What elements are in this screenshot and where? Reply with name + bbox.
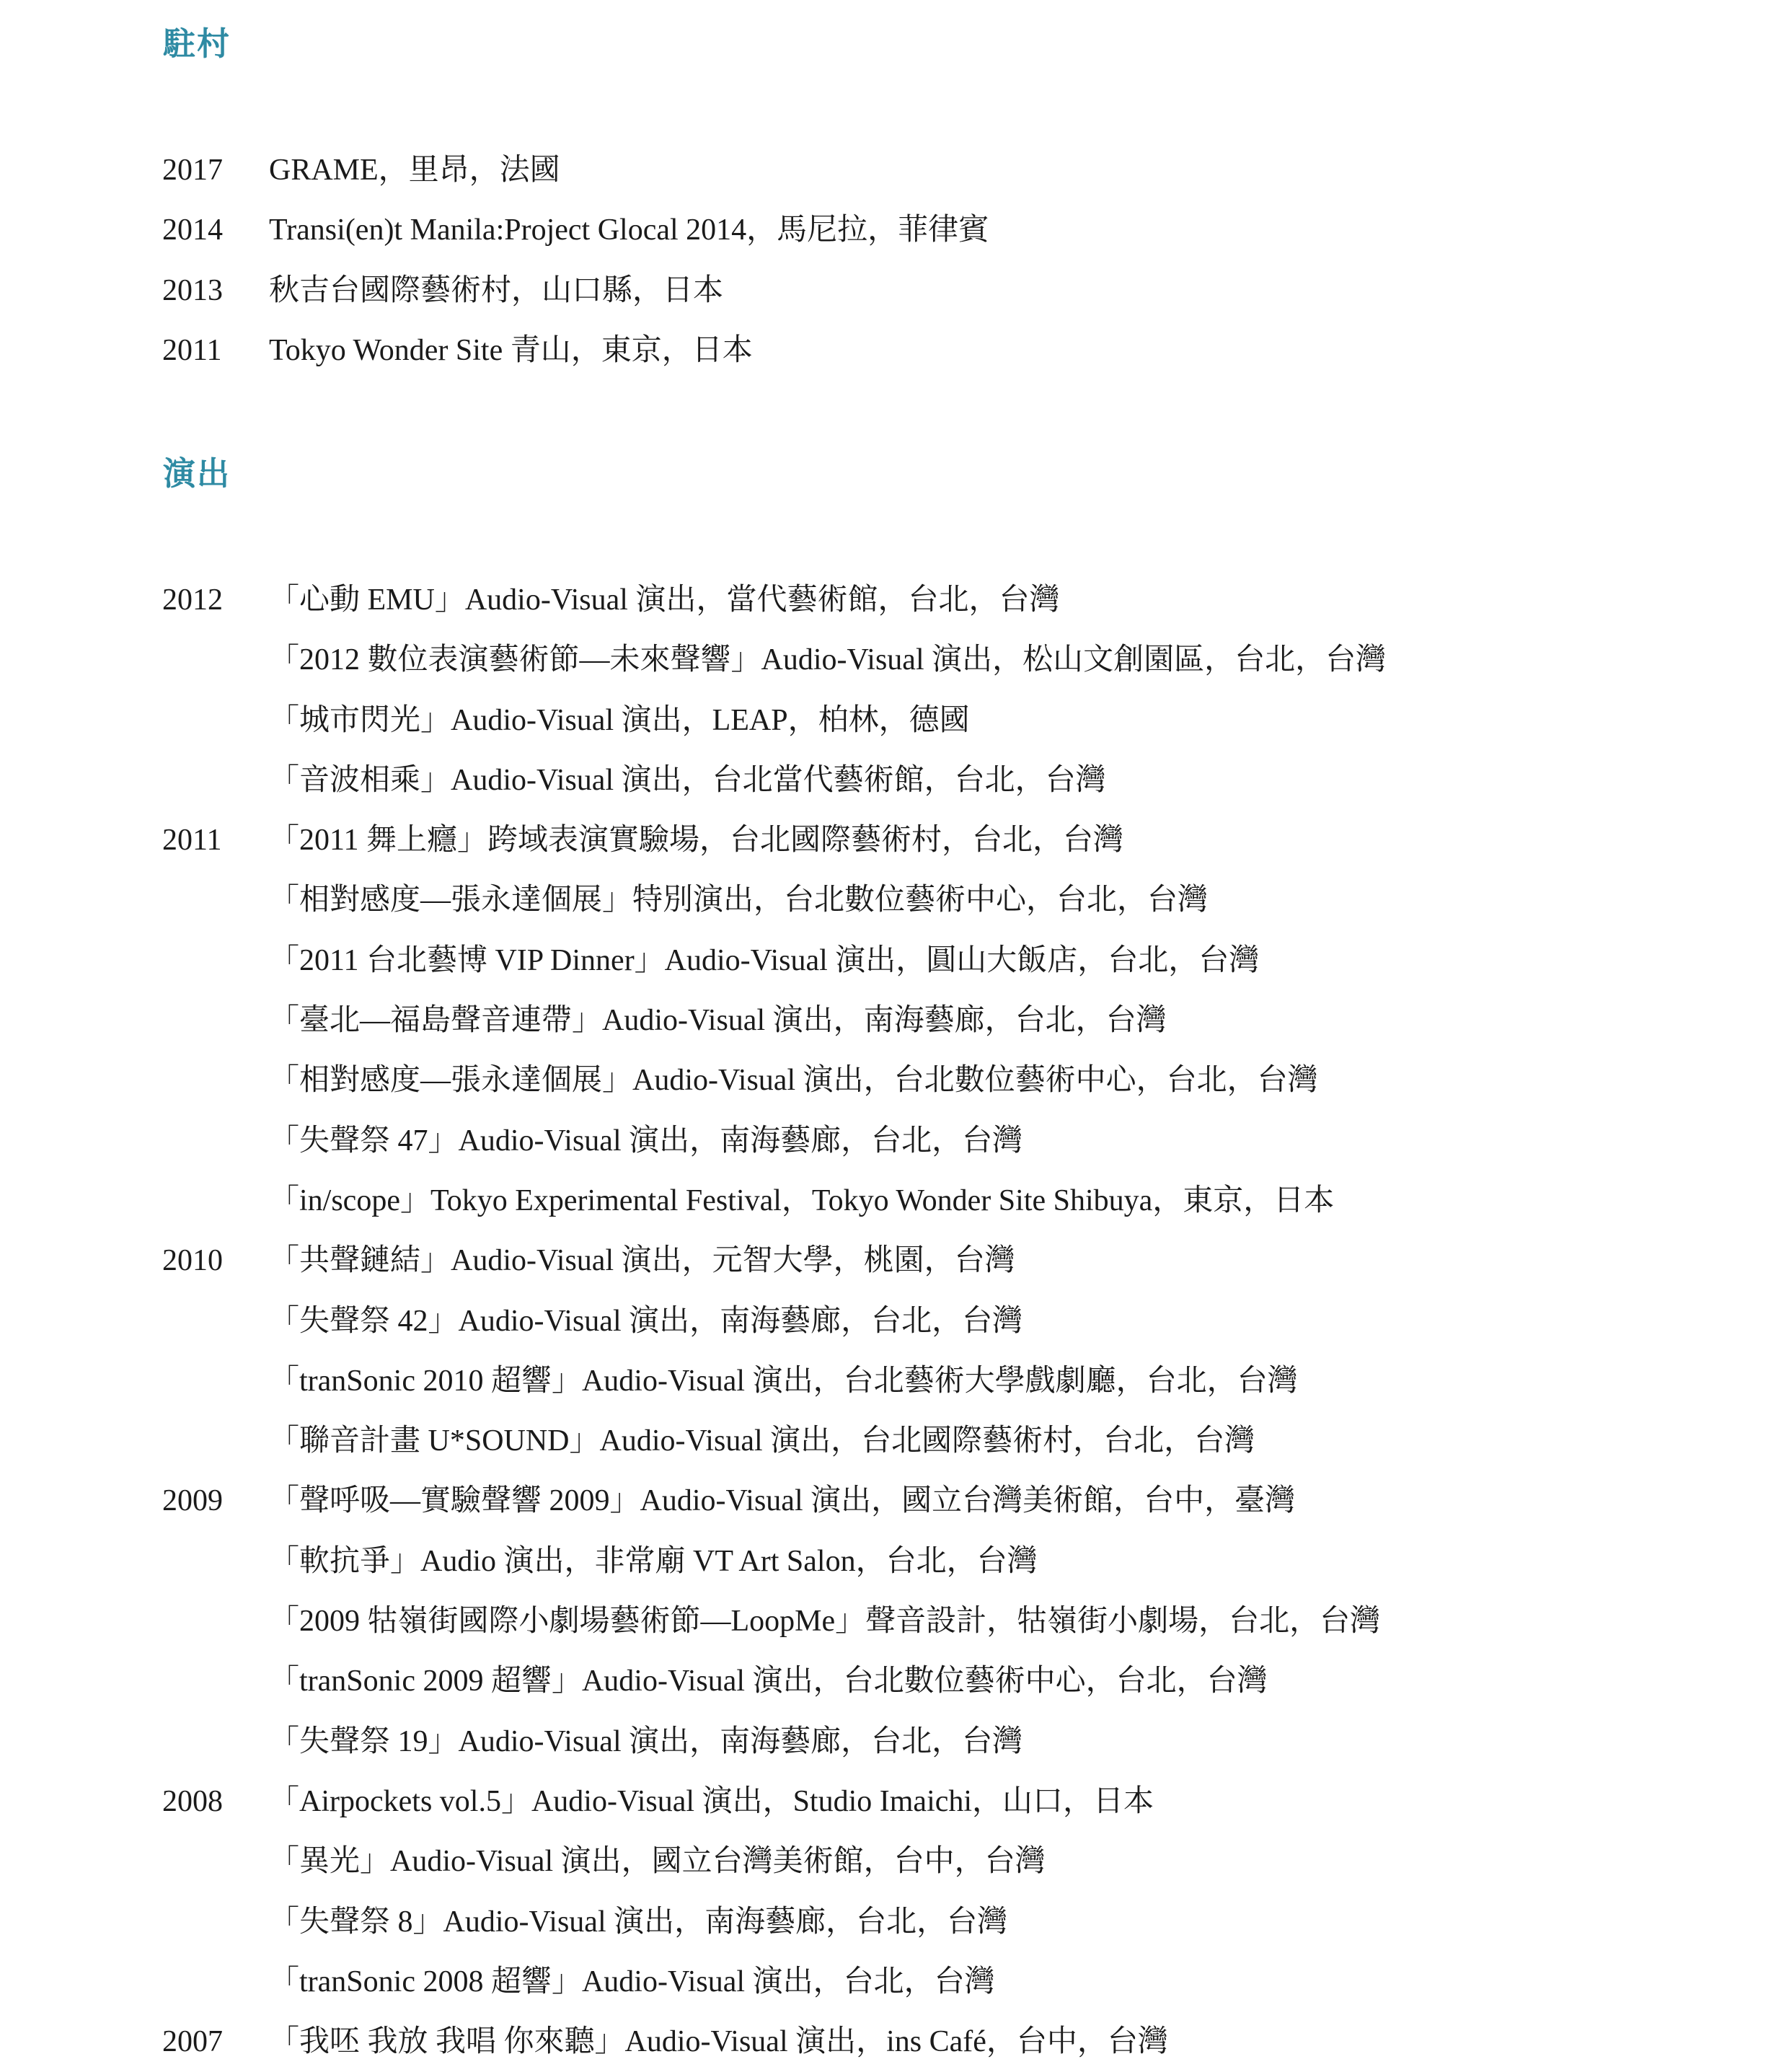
list-item	[0, 1292, 1789, 1352]
entry-text: 「城市閃光」Audio-Visual 演出，LEAP，柏林，德國	[269, 703, 970, 737]
list-item	[0, 141, 1789, 200]
section-heading-residency: 駐村	[163, 25, 231, 63]
list-item	[0, 1592, 1789, 1652]
entry-text: 「相對感度—張永達個展」Audio-Visual 演出，台北數位藝術中心，台北，台灣	[269, 1064, 1318, 1098]
entry-text: 「2011 舞上癮」跨域表演實驗場，台北國際藝術村，台北，台灣	[269, 824, 1123, 858]
entry-text: 「聲呼吸—實驗聲響 2009」Audio-Visual 演出，國立台灣美術館，台中，臺灣	[269, 1484, 1296, 1518]
entry-year: 2009	[162, 1484, 223, 1518]
list-item	[0, 1532, 1789, 1592]
entry-text: 「2011 台北藝博 VIP Dinner」Audio-Visual 演出，圓山大飯店，台北，台灣	[269, 943, 1260, 977]
entry-year: 2012	[162, 583, 223, 617]
list-item	[0, 1772, 1789, 1832]
entry-text: 「軟抗爭」Audio 演出，非常廟 VT Art Salon，台北，台灣	[269, 1544, 1038, 1578]
list-item	[0, 321, 1789, 381]
list-item	[0, 751, 1789, 811]
list-item	[0, 570, 1789, 630]
list-item	[0, 811, 1789, 870]
entry-text: 「相對感度—張永達個展」特別演出，台北數位藝術中心，台北，台灣	[269, 883, 1209, 917]
entry-year: 2014	[162, 213, 223, 247]
list-item	[0, 1652, 1789, 1711]
entry-year: 2011	[162, 824, 222, 858]
entry-text: 「Airpockets vol.5」Audio-Visual 演出，Studio Imaichi，山口，日本	[269, 1784, 1154, 1818]
list-item	[0, 1411, 1789, 1471]
entry-text: 秋吉台國際藝術村，山口縣，日本	[269, 273, 724, 307]
entry-text: 「tranSonic 2009 超響」Audio-Visual 演出，台北數位藝術中心，台北，台灣	[269, 1665, 1268, 1698]
list-item	[0, 200, 1789, 260]
list-item	[0, 870, 1789, 930]
entry-text: 「失聲祭 47」Audio-Visual 演出，南海藝廊，台北，台灣	[269, 1124, 1023, 1158]
entry-text: 「音波相乘」Audio-Visual 演出，台北當代藝術館，台北，台灣	[269, 763, 1106, 797]
entry-text: 「我呸 我放 我唱 你來聽」Audio-Visual 演出，ins Café，台中，台灣	[269, 2025, 1168, 2059]
list-item	[0, 1171, 1789, 1231]
entry-text: 「失聲祭 42」Audio-Visual 演出，南海藝廊，台北，台灣	[269, 1304, 1023, 1338]
list-item	[0, 1231, 1789, 1291]
entry-year: 2011	[162, 333, 222, 367]
entry-year: 2013	[162, 273, 223, 307]
entry-text: 「共聲鏈結」Audio-Visual 演出，元智大學，桃園，台灣	[269, 1244, 1015, 1278]
list-item	[0, 991, 1789, 1051]
entry-text: 「in/scope」Tokyo Experimental Festival，Tokyo Wonder Site Shibuya，東京，日本	[269, 1183, 1335, 1217]
entry-year: 2007	[162, 2025, 223, 2059]
list-item	[0, 691, 1789, 751]
list-item	[0, 1111, 1789, 1171]
entry-year: 2008	[162, 1784, 223, 1818]
list-item	[0, 630, 1789, 690]
section-heading-performance: 演出	[163, 454, 231, 493]
entry-text: 「tranSonic 2008 超響」Audio-Visual 演出，台北，台灣	[269, 1965, 995, 1998]
entry-text: Tokyo Wonder Site 青山，東京，日本	[269, 333, 753, 367]
list-item	[0, 1832, 1789, 1892]
list-item	[0, 1712, 1789, 1772]
entry-text: 「2012 數位表演藝術節—未來聲響」Audio-Visual 演出，松山文創園區，台北，台灣	[269, 643, 1387, 677]
entry-year: 2010	[162, 1244, 223, 1278]
entry-text: Transi(en)t Manila:Project Glocal 2014，馬尼拉，菲律賓	[269, 213, 989, 247]
list-item	[0, 1471, 1789, 1531]
entry-text: 「聯音計畫 U*SOUND」Audio-Visual 演出，台北國際藝術村，台北，台灣	[269, 1424, 1255, 1458]
entry-text: 「異光」Audio-Visual 演出，國立台灣美術館，台中，台灣	[269, 1845, 1046, 1879]
entry-text: 「2009 牯嶺街國際小劇場藝術節—LoopMe」聲音設計，牯嶺街小劇場，台北，台灣	[269, 1605, 1381, 1639]
entry-text: 「臺北—福島聲音連帶」Audio-Visual 演出，南海藝廊，台北，台灣	[269, 1004, 1167, 1038]
list-item	[0, 2012, 1789, 2072]
residency-list	[0, 141, 1789, 381]
list-item	[0, 1352, 1789, 1411]
list-item	[0, 1952, 1789, 2012]
entry-text: 「失聲祭 19」Audio-Visual 演出，南海藝廊，台北，台灣	[269, 1724, 1023, 1758]
entry-text: 「tranSonic 2010 超響」Audio-Visual 演出，台北藝術大學戲劇廳，台北，台灣	[269, 1364, 1298, 1398]
list-item	[0, 1051, 1789, 1111]
entry-text: GRAME，里昂，法國	[269, 154, 560, 187]
entry-year: 2017	[162, 154, 223, 187]
list-item	[0, 261, 1789, 321]
list-item	[0, 1892, 1789, 1952]
entry-text: 「心動 EMU」Audio-Visual 演出，當代藝術館，台北，台灣	[269, 583, 1060, 617]
list-item	[0, 931, 1789, 991]
performance-list	[0, 570, 1789, 2072]
entry-text: 「失聲祭 8」Audio-Visual 演出，南海藝廊，台北，台灣	[269, 1905, 1008, 1939]
